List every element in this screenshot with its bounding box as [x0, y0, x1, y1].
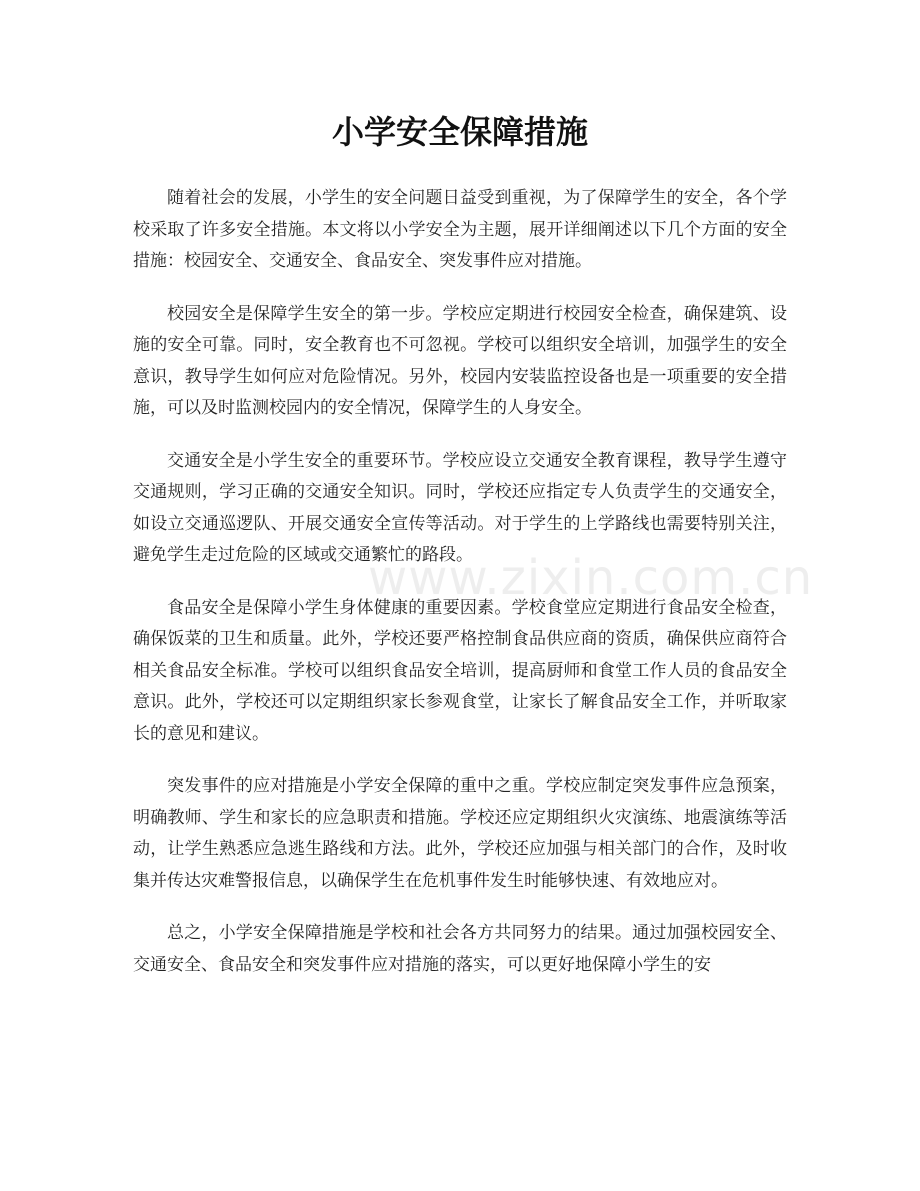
paragraph-campus-safety: 校园安全是保障学生安全的第一步。学校应定期进行校园安全检查，确保建筑、设施的安全可靠。同时，安全教育也不可忽视。学校可以组织安全培训，加强学生的安全意识，教导学生如何应对危险情况。另外，校园内安装监控设备也是一项重要的安全措施，可以及时监测校园内的安全情况，保障学生的人身安全。 — [133, 303, 787, 418]
paragraph-emergency-response: 突发事件的应对措施是小学安全保障的重中之重。学校应制定突发事件应急预案，明确教师、学生和家长的应急职责和措施。学校还应定期组织火灾演练、地震演练等活动，让学生熟悉应急逃生路线和方法。此外，学校还应加强与相关部门的合作，及时收集并传达灾难警报信息，以确保学生在危机事件发生时能够快速、有效地应对。 — [133, 776, 787, 891]
watermark: www.zixin.com.cn — [368, 550, 814, 606]
paragraph-conclusion: 总之，小学安全保障措施是学校和社会各方共同努力的结果。通过加强校园安全、交通安全、食品安全和突发事件应对措施的落实，可以更好地保障小学生的安 — [133, 923, 787, 975]
document-body — [133, 183, 787, 1002]
document-title: 小学安全保障措施 — [331, 113, 588, 151]
paragraph-traffic-safety: 交通安全是小学生安全的重要环节。学校应设立交通安全教育课程，教导学生遵守交通规则，学习正确的交通安全知识。同时，学校还应指定专人负责学生的交通安全，如设立交通巡逻队、开展交通安全宣传等活动。对于学生的上学路线也需要特别关注，避免学生走过危险的区域或交通繁忙的路段。 — [133, 450, 787, 565]
paragraph-food-safety: 食品安全是保障小学生身体健康的重要因素。学校食堂应定期进行食品安全检查，确保饭菜的卫生和质量。此外，学校还要严格控制食品供应商的资质，确保供应商符合相关食品安全标准。学校可以组织食品安全培训，提高厨师和食堂工作人员的食品安全意识。此外，学校还可以定期组织家长参观食堂，让家长了解食品安全工作，并听取家长的意见和建议。 — [133, 597, 787, 744]
paragraph-intro: 随着社会的发展，小学生的安全问题日益受到重视，为了保障学生的安全，各个学校采取了许多安全措施。本文将以小学安全为主题，展开详细阐述以下几个方面的安全措施：校园安全、交通安全、食品安全、突发事件应对措施。 — [133, 188, 787, 271]
